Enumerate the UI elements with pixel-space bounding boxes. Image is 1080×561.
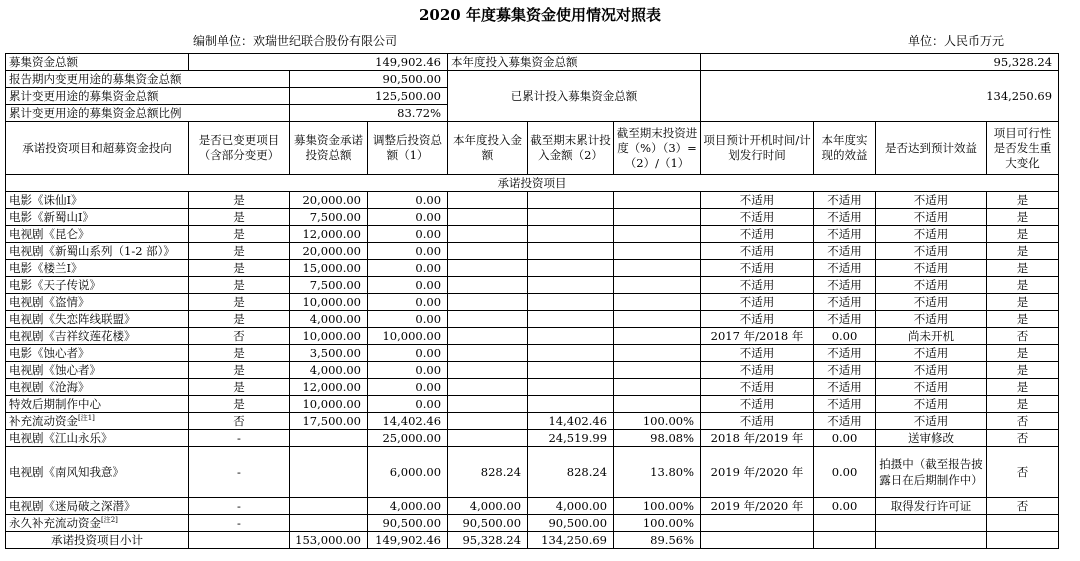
progress-cell: 100.00% (614, 515, 701, 532)
expected-cell: 不适用 (876, 311, 987, 328)
project-name: 特效后期制作中心 (9, 396, 101, 411)
cumulative-cell (528, 260, 614, 277)
progress-cell: 100.00% (614, 498, 701, 515)
summary-label: 累计变更用途的募集资金总额 (6, 88, 290, 105)
benefit-cell: 不适用 (814, 226, 876, 243)
feasibility-cell: 是 (987, 277, 1059, 294)
progress-cell (614, 226, 701, 243)
subtotal-benefit-cell (814, 532, 876, 549)
committed-cell: 10,000.00 (290, 396, 368, 413)
project-name: 补充流动资金 (9, 413, 78, 428)
date-cell: 不适用 (701, 243, 814, 260)
adjusted-cell: 90,500.00 (368, 515, 448, 532)
column-header: 是否已变更项目（含部分变更） (189, 122, 290, 175)
column-header-row (6, 122, 1059, 175)
project-name-cell (6, 396, 189, 413)
changed-cell: 是 (189, 379, 290, 396)
summary-label: 已累计投入募集资金总额 (448, 71, 701, 122)
year-cell (448, 345, 528, 362)
committed-cell: 12,000.00 (290, 226, 368, 243)
changed-cell: 是 (189, 294, 290, 311)
expected-cell: 不适用 (876, 379, 987, 396)
date-cell: 不适用 (701, 226, 814, 243)
feasibility-cell: 是 (987, 362, 1059, 379)
changed-cell: 是 (189, 260, 290, 277)
year-cell (448, 413, 528, 430)
cumulative-cell (528, 311, 614, 328)
benefit-cell: 不适用 (814, 379, 876, 396)
feasibility-cell: 是 (987, 209, 1059, 226)
subtotal-label: 承诺投资项目小计 (6, 532, 189, 549)
table-row (6, 430, 1059, 447)
date-cell: 不适用 (701, 345, 814, 362)
company-label: 编制单位：欢瑞世纪联合股份有限公司 (193, 34, 398, 48)
column-header: 募集资金承诺投资总额 (290, 122, 368, 175)
project-name: 电视剧《失恋阵线联盟》 (9, 311, 136, 326)
summary-label: 报告期内变更用途的募集资金总额 (6, 71, 290, 88)
benefit-cell: 0.00 (814, 447, 876, 498)
subtotal-date-cell (701, 532, 814, 549)
summary-value: 90,500.00 (290, 71, 448, 88)
table-row (6, 209, 1059, 226)
benefit-cell: 不适用 (814, 413, 876, 430)
changed-cell: 是 (189, 362, 290, 379)
benefit-cell: 不适用 (814, 362, 876, 379)
changed-cell: - (189, 515, 290, 532)
adjusted-cell: 0.00 (368, 362, 448, 379)
project-name: 电视剧《昆仑》 (9, 226, 90, 241)
expected-cell: 不适用 (876, 345, 987, 362)
project-name-cell (6, 362, 189, 379)
column-header: 项目可行性是否发生重大变化 (987, 122, 1059, 175)
project-name-cell (6, 277, 189, 294)
progress-cell: 98.08% (614, 430, 701, 447)
date-cell: 不适用 (701, 209, 814, 226)
project-name: 电视剧《新蜀山系列（1-2 部）》 (9, 243, 175, 258)
page-title: 2020 年度募集资金使用情况对照表 (419, 6, 661, 24)
column-header: 截至期末投资进度（%）（3）=（2）/（1） (614, 122, 701, 175)
project-name-cell (6, 192, 189, 209)
project-name: 电视剧《沧海》 (9, 379, 90, 394)
cumulative-cell (528, 328, 614, 345)
project-name: 电影《天子传说》 (9, 277, 101, 292)
date-cell: 不适用 (701, 192, 814, 209)
benefit-cell: 0.00 (814, 430, 876, 447)
subtotal-progress-cell: 89.56% (614, 532, 701, 549)
summary-label: 本年度投入募集资金总额 (448, 54, 701, 71)
changed-cell: 是 (189, 277, 290, 294)
project-name: 电影《新蜀山Ⅰ》 (9, 209, 95, 224)
column-header: 承诺投资项目和超募资金投向 (6, 122, 189, 175)
adjusted-cell: 4,000.00 (368, 498, 448, 515)
project-name: 电影《诛仙Ⅰ》 (9, 192, 83, 207)
changed-cell: - (189, 447, 290, 498)
project-name-cell (6, 447, 189, 498)
summary-label: 累计变更用途的募集资金总额比例 (6, 105, 290, 122)
committed-cell: 10,000.00 (290, 328, 368, 345)
expected-cell: 不适用 (876, 294, 987, 311)
benefit-cell: 不适用 (814, 192, 876, 209)
year-cell: 4,000.00 (448, 498, 528, 515)
adjusted-cell: 0.00 (368, 260, 448, 277)
committed-cell: 4,000.00 (290, 362, 368, 379)
summary-value: 134,250.69 (701, 71, 1059, 122)
year-cell: 90,500.00 (448, 515, 528, 532)
year-cell (448, 277, 528, 294)
expected-cell: 不适用 (876, 226, 987, 243)
progress-cell (614, 277, 701, 294)
feasibility-cell: 是 (987, 243, 1059, 260)
benefit-cell: 0.00 (814, 328, 876, 345)
summary-value: 149,902.46 (189, 54, 448, 71)
column-header: 是否达到预计效益 (876, 122, 987, 175)
cumulative-cell: 4,000.00 (528, 498, 614, 515)
adjusted-cell: 25,000.00 (368, 430, 448, 447)
committed-cell (290, 447, 368, 498)
feasibility-cell: 是 (987, 311, 1059, 328)
benefit-cell: 0.00 (814, 498, 876, 515)
table-row (6, 294, 1059, 311)
project-name-cell (6, 226, 189, 243)
feasibility-cell: 否 (987, 498, 1059, 515)
benefit-cell: 不适用 (814, 311, 876, 328)
cumulative-cell (528, 209, 614, 226)
footnote-marker: [注2] (101, 515, 118, 524)
date-cell: 不适用 (701, 311, 814, 328)
subtotal-adjusted-cell: 149,902.46 (368, 532, 448, 549)
adjusted-cell: 0.00 (368, 379, 448, 396)
adjusted-cell: 0.00 (368, 396, 448, 413)
cumulative-cell (528, 345, 614, 362)
expected-cell: 拍摄中（截至报告披露日在后期制作中） (876, 447, 987, 498)
expected-cell: 送审修改 (876, 430, 987, 447)
table-row (6, 260, 1059, 277)
cumulative-cell (528, 294, 614, 311)
changed-cell: - (189, 498, 290, 515)
adjusted-cell: 0.00 (368, 226, 448, 243)
cumulative-cell (528, 192, 614, 209)
year-cell (448, 311, 528, 328)
footnote-marker: [注1] (78, 413, 95, 422)
progress-cell (614, 396, 701, 413)
progress-cell (614, 311, 701, 328)
project-name: 电影《楼兰Ⅰ》 (9, 260, 83, 275)
project-name: 电视剧《迷局破之深潜》 (9, 498, 136, 513)
date-cell: 2019 年/2020 年 (701, 447, 814, 498)
column-header: 本年度投入金额 (448, 122, 528, 175)
expected-cell: 不适用 (876, 243, 987, 260)
benefit-cell: 不适用 (814, 243, 876, 260)
table-row (6, 226, 1059, 243)
table-row (6, 328, 1059, 345)
project-name: 电视剧《吉祥纹莲花楼》 (9, 328, 136, 343)
committed-cell: 17,500.00 (290, 413, 368, 430)
year-cell (448, 294, 528, 311)
table-row (6, 345, 1059, 362)
section-row (6, 175, 1059, 192)
table-row (6, 498, 1059, 515)
year-cell (448, 192, 528, 209)
table-row (6, 379, 1059, 396)
table-row (6, 311, 1059, 328)
cumulative-cell: 24,519.99 (528, 430, 614, 447)
summary-value: 95,328.24 (701, 54, 1059, 71)
project-name: 电视剧《南风知我意》 (9, 464, 124, 479)
project-name-cell (6, 345, 189, 362)
date-cell: 不适用 (701, 294, 814, 311)
project-name-cell (6, 379, 189, 396)
committed-cell: 3,500.00 (290, 345, 368, 362)
section-label: 承诺投资项目 (6, 175, 1059, 192)
date-cell: 不适用 (701, 260, 814, 277)
subtotal-cumulative-cell: 134,250.69 (528, 532, 614, 549)
benefit-cell: 不适用 (814, 294, 876, 311)
progress-cell (614, 209, 701, 226)
changed-cell: 是 (189, 243, 290, 260)
committed-cell: 20,000.00 (290, 243, 368, 260)
cumulative-cell (528, 226, 614, 243)
year-cell (448, 379, 528, 396)
committed-cell: 12,000.00 (290, 379, 368, 396)
adjusted-cell: 0.00 (368, 311, 448, 328)
committed-cell (290, 515, 368, 532)
subtotal-changed-cell (189, 532, 290, 549)
progress-cell: 13.80% (614, 447, 701, 498)
table-row (6, 277, 1059, 294)
project-name-cell (6, 294, 189, 311)
changed-cell: 是 (189, 209, 290, 226)
adjusted-cell: 0.00 (368, 294, 448, 311)
feasibility-cell: 否 (987, 447, 1059, 498)
benefit-cell: 不适用 (814, 345, 876, 362)
progress-cell (614, 192, 701, 209)
cumulative-cell (528, 362, 614, 379)
table-row (6, 413, 1059, 430)
expected-cell: 不适用 (876, 413, 987, 430)
progress-cell (614, 328, 701, 345)
year-cell (448, 362, 528, 379)
benefit-cell: 不适用 (814, 396, 876, 413)
expected-cell: 尚未开机 (876, 328, 987, 345)
adjusted-cell: 0.00 (368, 209, 448, 226)
column-header: 调整后投资总额（1） (368, 122, 448, 175)
committed-cell (290, 430, 368, 447)
changed-cell: 是 (189, 192, 290, 209)
cumulative-cell (528, 277, 614, 294)
date-cell (701, 515, 814, 532)
changed-cell: 是 (189, 311, 290, 328)
feasibility-cell (987, 515, 1059, 532)
progress-cell: 100.00% (614, 413, 701, 430)
date-cell: 不适用 (701, 413, 814, 430)
expected-cell: 不适用 (876, 192, 987, 209)
cumulative-cell: 828.24 (528, 447, 614, 498)
subtotal-expected-cell (876, 532, 987, 549)
progress-cell (614, 345, 701, 362)
benefit-cell: 不适用 (814, 277, 876, 294)
date-cell: 不适用 (701, 379, 814, 396)
committed-cell: 7,500.00 (290, 277, 368, 294)
changed-cell: 是 (189, 396, 290, 413)
adjusted-cell: 14,402.46 (368, 413, 448, 430)
cumulative-cell (528, 379, 614, 396)
expected-cell: 不适用 (876, 260, 987, 277)
column-header: 本年度实现的效益 (814, 122, 876, 175)
project-name-cell (6, 498, 189, 515)
table-row (6, 515, 1059, 532)
progress-cell (614, 362, 701, 379)
cumulative-cell (528, 243, 614, 260)
project-name: 永久补充流动资金 (9, 515, 101, 530)
changed-cell: 是 (189, 345, 290, 362)
subtotal-row (6, 532, 1059, 549)
changed-cell: 否 (189, 413, 290, 430)
year-cell (448, 396, 528, 413)
feasibility-cell: 是 (987, 379, 1059, 396)
cumulative-cell: 90,500.00 (528, 515, 614, 532)
adjusted-cell: 6,000.00 (368, 447, 448, 498)
summary-label: 募集资金总额 (6, 54, 189, 71)
year-cell (448, 209, 528, 226)
progress-cell (614, 260, 701, 277)
progress-cell (614, 294, 701, 311)
date-cell: 2018 年/2019 年 (701, 430, 814, 447)
feasibility-cell: 是 (987, 294, 1059, 311)
project-name-cell (6, 328, 189, 345)
column-header: 项目预计开机时间/计划发行时间 (701, 122, 814, 175)
project-name: 电视剧《蚀心者》 (9, 362, 101, 377)
expected-cell: 不适用 (876, 277, 987, 294)
unit-label: 单位：人民币万元 (908, 34, 1005, 48)
committed-cell: 10,000.00 (290, 294, 368, 311)
feasibility-cell: 是 (987, 192, 1059, 209)
expected-cell: 取得发行许可证 (876, 498, 987, 515)
year-cell (448, 260, 528, 277)
feasibility-cell: 否 (987, 430, 1059, 447)
project-name: 电视剧《盗情》 (9, 294, 90, 309)
project-name: 电视剧《江山永乐》 (9, 430, 113, 445)
project-name-cell (6, 413, 189, 430)
feasibility-cell: 是 (987, 396, 1059, 413)
table-row (6, 447, 1059, 498)
date-cell: 不适用 (701, 396, 814, 413)
project-name: 电影《蚀心者》 (9, 345, 90, 360)
project-name-cell (6, 243, 189, 260)
feasibility-cell: 是 (987, 345, 1059, 362)
expected-cell: 不适用 (876, 209, 987, 226)
changed-cell: 否 (189, 328, 290, 345)
date-cell: 不适用 (701, 277, 814, 294)
subtotal-feasibility-cell (987, 532, 1059, 549)
adjusted-cell: 0.00 (368, 345, 448, 362)
benefit-cell (814, 515, 876, 532)
year-cell: 828.24 (448, 447, 528, 498)
table-row (6, 396, 1059, 413)
benefit-cell: 不适用 (814, 260, 876, 277)
committed-cell (290, 498, 368, 515)
progress-cell (614, 379, 701, 396)
feasibility-cell: 是 (987, 226, 1059, 243)
table-row (6, 243, 1059, 260)
table-row (6, 192, 1059, 209)
column-header: 截至期末累计投入金额（2） (528, 122, 614, 175)
committed-cell: 4,000.00 (290, 311, 368, 328)
fund-usage-table (5, 53, 1059, 549)
progress-cell (614, 243, 701, 260)
feasibility-cell: 否 (987, 328, 1059, 345)
feasibility-cell: 否 (987, 413, 1059, 430)
expected-cell: 不适用 (876, 396, 987, 413)
year-cell (448, 430, 528, 447)
project-name-cell (6, 260, 189, 277)
summary-value: 125,500.00 (290, 88, 448, 105)
expected-cell (876, 515, 987, 532)
year-cell (448, 328, 528, 345)
changed-cell: 是 (189, 226, 290, 243)
benefit-cell: 不适用 (814, 209, 876, 226)
adjusted-cell: 0.00 (368, 243, 448, 260)
date-cell: 不适用 (701, 362, 814, 379)
table-row (6, 362, 1059, 379)
project-name-cell (6, 430, 189, 447)
expected-cell: 不适用 (876, 362, 987, 379)
committed-cell: 7,500.00 (290, 209, 368, 226)
project-name-cell (6, 311, 189, 328)
adjusted-cell: 10,000.00 (368, 328, 448, 345)
changed-cell: - (189, 430, 290, 447)
adjusted-cell: 0.00 (368, 192, 448, 209)
subtotal-committed-cell: 153,000.00 (290, 532, 368, 549)
date-cell: 2017 年/2018 年 (701, 328, 814, 345)
date-cell: 2019 年/2020 年 (701, 498, 814, 515)
feasibility-cell: 是 (987, 260, 1059, 277)
committed-cell: 15,000.00 (290, 260, 368, 277)
subtotal-year-cell: 95,328.24 (448, 532, 528, 549)
committed-cell: 20,000.00 (290, 192, 368, 209)
project-name-cell (6, 209, 189, 226)
year-cell (448, 226, 528, 243)
cumulative-cell: 14,402.46 (528, 413, 614, 430)
cumulative-cell (528, 396, 614, 413)
adjusted-cell: 0.00 (368, 277, 448, 294)
year-cell (448, 243, 528, 260)
project-name-cell (6, 515, 189, 532)
summary-value: 83.72% (290, 105, 448, 122)
